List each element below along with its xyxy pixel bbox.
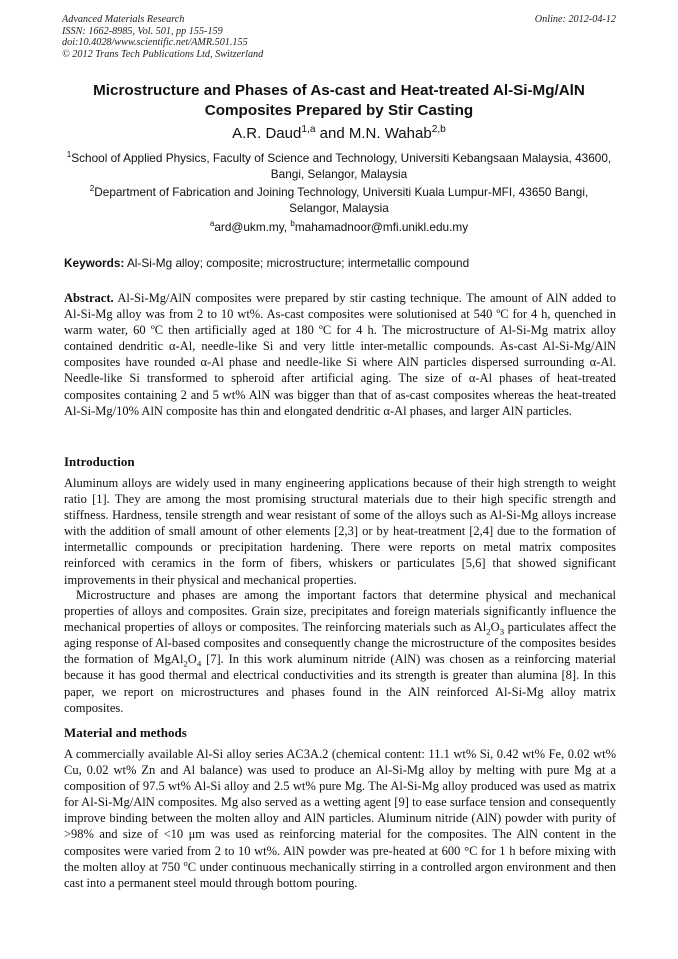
online-date: Online: 2012-04-12	[534, 14, 616, 25]
intro-p2-part-e: [7]. In this work aluminum nitride (AlN) was chosen as a reinforcing material because it has good thermal and electrical conductivities and its strength is greater than alumina [8]. In this paper, we report on microstructures and phases found in the AlN reinforced Al-Si-Mg alloy matrix composites.	[64, 652, 616, 715]
email-b[interactable]: mahamadnoor@mfi.unikl.edu.my	[294, 220, 469, 234]
intro-p2-sub-2: 3	[499, 626, 505, 637]
doi-line: doi:10.4028/www.scientific.net/AMR.501.155	[62, 37, 248, 49]
introduction-paragraph-1: Aluminum alloys are widely used in many engineering applications because of their high strength to weight ratio [1]. They are among the most promising structural materials due to their high specific strength and stiffness. Hardness, tensile strength and wear resistant of some of the alloys such as Al-Si-Mg alloys increase with the addition of small amount of other elements [2,3] or by heat-treatment [2,4] due to the formation of intermetallic compounds or precipitation hardening. There were reports on metal matrix composites reinforced with ceramics in the form of fibers, whiskers or particulates [5,6] that showed significant improvements in their physical and mechanical properties.	[64, 476, 616, 587]
journal-header	[62, 14, 616, 60]
keywords-text: Al-Si-Mg alloy; composite; microstructure; intermetallic compound	[124, 256, 470, 270]
affiliation-1-text: School of Applied Physics, Faculty of Science and Technology, Universiti Kebangsaan Malaysia, 43600, Bangi, Selangor, Malaysia	[71, 151, 612, 181]
abstract-label: Abstract.	[64, 291, 114, 305]
author-1: A.R. Daud	[232, 125, 302, 142]
introduction-heading: Introduction	[64, 454, 135, 469]
affiliation-1	[66, 150, 612, 182]
affiliation-2-sup: 2	[89, 184, 95, 194]
abstract	[64, 290, 616, 419]
intro-p2-part-a: Microstructure and phases are among the important factors that determine physical and mechanical properties of alloys and composites. Grain size, precipitates and foreign materials significantly influence the mechanical properties of alloys or composites. The reinforcing materials such as Al	[64, 588, 616, 635]
abstract-text: Al-Si-Mg/AlN composites were prepared by stir casting technique. The amount of AlN added to Al-Si-Mg alloy was from 2 to 10 wt%. As-cast composites were solutionised at 540 ºC for 4 h, quenched in warm water, 60 ºC then artificially aged at 180 ºC for 4 h. The microstructure of Al-Si-Mg matrix alloy contained dendritic α-Al, needle-like Si and very little inter-metallic compounds. As-cast Al-Si-Mg/AlN composites have rounded α-Al phase and needle-like Si where AlN particles dispersed surrounding α-Al. Needle-like Si transformed to spheroid after artificial aging. The size of α-Al phases of heat-treated composites containing 2 and 5 wt% AlN was bigger than that of as-cast composites whereas the heat-treated Al-Si-Mg/10% AlN composite has thin and elongated dendritic α-Al phases, and larger AlN particles.	[64, 291, 616, 418]
issn-line: ISSN: 1662-8985, Vol. 501, pp 155-159	[62, 25, 223, 37]
journal-name: Advanced Materials Research	[62, 14, 185, 25]
email-a-sup: a	[209, 219, 215, 229]
paper-title: Microstructure and Phases of As-cast and Heat-treated Al-Si-Mg/AlN Composites Prepared by Stir Casting	[93, 82, 585, 119]
author-line	[62, 124, 616, 144]
copyright-line: © 2012 Trans Tech Publications Ltd, Switzerland	[62, 48, 264, 60]
affiliation-2	[66, 184, 612, 216]
author-2-sup: 2,b	[431, 124, 446, 135]
email-separator: ,	[283, 220, 291, 234]
intro-p2-sub-3: 2	[183, 658, 188, 669]
email-a[interactable]: ard@ukm.my	[214, 220, 284, 234]
email-b-sup: b	[290, 219, 295, 229]
author-1-sup: 1,a	[301, 124, 316, 135]
keywords	[64, 255, 616, 271]
affiliation-1-sup: 1	[66, 150, 72, 160]
methods-p1-part-a: A commercially available Al-Si alloy series AC3A.2 (chemical content: 11.1 wt% Si, 0.42 wt% Fe, 0.02 wt% Cu, 0.02 wt% Zn and Al balance) was used to produce an Al-Si-Mg alloy by melting with pure Mg at a composition of 97.5 wt% Al-Si alloy and 2.5 wt% pure Mg. The Al-Si-Mg alloy produced was used as matrix for Al-Si-Mg/AlN composites. Mg also served as a wetting agent [9] to ease surface tension and consequently improve binding between the molten alloy and AlN particles. Aluminum nitride (AlN) powder with purity of >98% and size of <10 μm was used as reinforcing material for the composites. The AlN content in the composites were varied from 2 to 10 wt%. AlN powder was pre-heated at 600 °C for 1 h before mixing with the molten alloy at 750	[64, 747, 616, 874]
introduction-paragraph-2	[64, 587, 616, 716]
methods-paragraph-1	[64, 746, 616, 891]
methods-heading: Material and methods	[64, 725, 187, 740]
intro-p2-part-c: particulates affect the aging response of Al-based composites and consequently change the microstructure of the composites besides the formation of MgAl	[64, 620, 616, 667]
author-2: M.N. Wahab	[348, 125, 432, 142]
keywords-label: Keywords:	[64, 256, 125, 270]
intro-p2-part-b: O	[490, 620, 500, 635]
intro-p2-part-d: O	[187, 652, 197, 667]
intro-p2-sub-1: 2	[486, 626, 491, 637]
affiliation-2-text: Department of Fabrication and Joining Technology, Universiti Kuala Lumpur-MFI, 43650 Bangi, Selangor, Malaysia	[94, 185, 589, 215]
intro-p2-sub-4: 4	[196, 658, 202, 669]
author-and: and	[315, 125, 349, 142]
email-line	[62, 219, 616, 235]
methods-p1-part-b: C under continuous mechanically stirring in a controlled argon environment and then cast into a permanent steel mould through bottom pouring.	[64, 859, 616, 890]
methods-p1-degree-sup: o	[183, 857, 188, 868]
